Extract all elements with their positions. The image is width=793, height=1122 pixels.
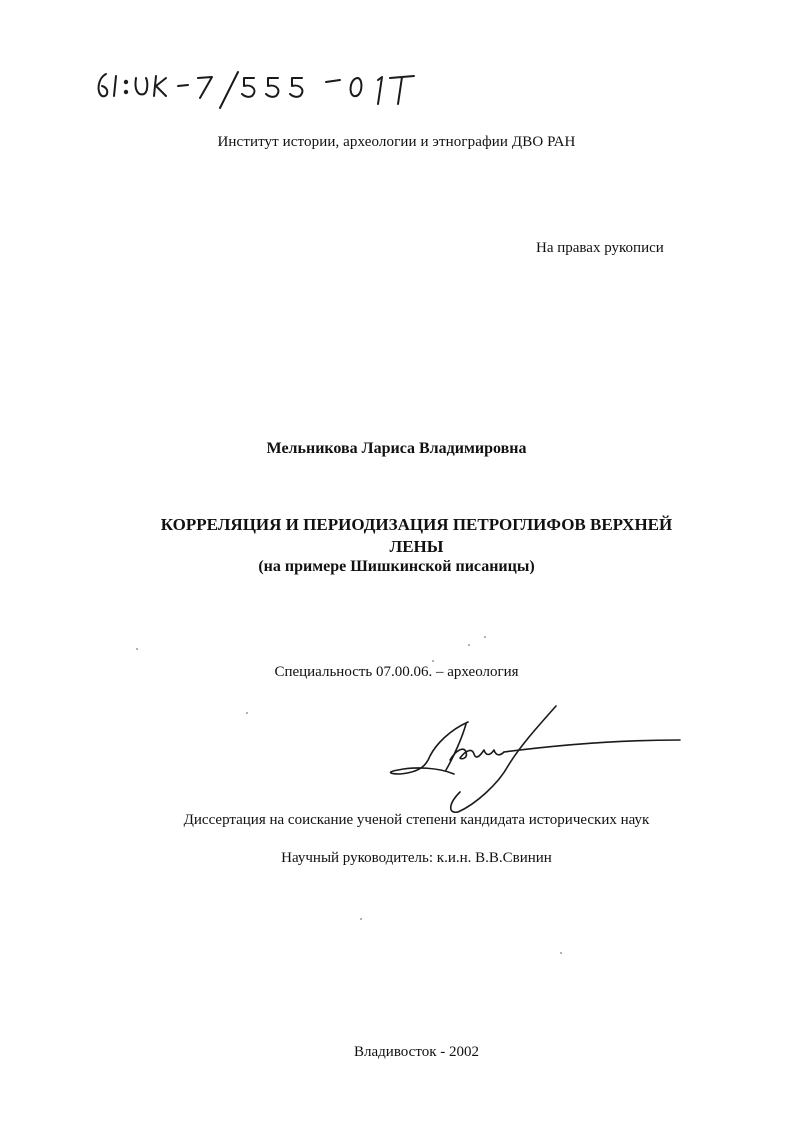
dissertation-statement: Диссертация на соискание ученой степени кандидата исторических наук: [183, 812, 650, 828]
scan-speck: [360, 918, 362, 920]
signature: [380, 700, 690, 820]
scan-speck: [560, 952, 562, 954]
city-year: Владивосток - 2002: [354, 1044, 479, 1060]
dissertation-subtitle: (на примере Шишкинской писаницы): [258, 558, 535, 575]
scan-speck: [136, 648, 138, 650]
specialty: Специальность 07.00.06. – археология: [274, 664, 519, 680]
scan-speck: [246, 712, 248, 714]
author-name: Мельникова Лариса Владимировна: [266, 440, 527, 457]
archive-code: [92, 64, 432, 112]
dissertation-title: [120, 514, 713, 558]
title-line-1: КОРРЕЛЯЦИЯ И ПЕРИОДИЗАЦИЯ ПЕТРОГЛИФОВ ВЕРХНЕЙ: [160, 515, 673, 534]
institute-name: Институт истории, археологии и этнографии ДВО РАН: [217, 134, 576, 150]
supervisor: Научный руководитель: к.и.н. В.В.Свинин: [281, 850, 552, 866]
scan-speck: [432, 660, 434, 662]
scan-speck: [484, 636, 486, 638]
handwritten-archive-code-icon: [92, 64, 432, 112]
handwritten-signature-icon: [380, 700, 690, 820]
manuscript-rights-note: На правах рукописи: [536, 240, 664, 256]
scan-speck: [468, 644, 470, 646]
title-line-2: ЛЕНЫ: [389, 537, 444, 556]
